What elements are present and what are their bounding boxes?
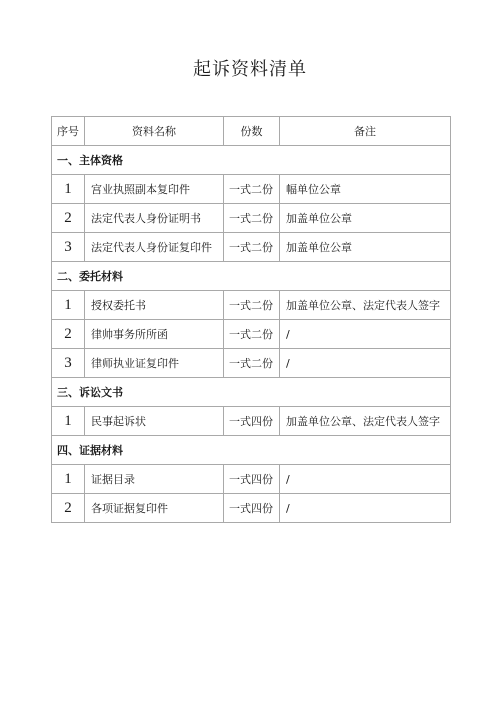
table-header-row [52,117,451,146]
table-row [52,175,451,204]
remark: 加盖单位公章、法定代表人签字 [280,407,451,436]
row-number: 3 [52,233,85,262]
material-name: 各项证据复印件 [85,494,224,523]
material-name: 证据目录 [85,465,224,494]
section-heading: 三、诉讼文书 [52,378,451,407]
row-number: 2 [52,494,85,523]
materials-table [51,116,451,523]
material-name: 律帅事务所所函 [85,320,224,349]
copies-count: 一式二份 [224,175,280,204]
row-number: 1 [52,175,85,204]
copies-count: 一式四份 [224,494,280,523]
table-row [52,204,451,233]
row-number: 1 [52,291,85,320]
material-name: 律师执业证复印件 [85,349,224,378]
header-no: 序号 [52,117,85,146]
copies-count: 一式二份 [224,233,280,262]
section-heading: 二、委托材料 [52,262,451,291]
row-number: 2 [52,320,85,349]
material-name: 授权委托书 [85,291,224,320]
remark: / [280,349,451,378]
section-row [52,146,451,175]
header-name: 资料名称 [85,117,224,146]
table-row [52,320,451,349]
copies-count: 一式二份 [224,204,280,233]
row-number: 3 [52,349,85,378]
section-row [52,378,451,407]
material-name: 宫业执照副本复印件 [85,175,224,204]
section-heading: 一、主体资格 [52,146,451,175]
remark: / [280,465,451,494]
row-number: 1 [52,407,85,436]
remark: 幅单位公章 [280,175,451,204]
copies-count: 一式四份 [224,407,280,436]
material-name: 法定代表人身份证明书 [85,204,224,233]
material-name: 法定代表人身份证复印件 [85,233,224,262]
document-title: 起诉资料清单 [193,59,307,80]
table-row [52,291,451,320]
copies-count: 一式二份 [224,349,280,378]
remark: 加盖单位公章 [280,233,451,262]
row-number: 1 [52,465,85,494]
table-row [52,494,451,523]
remark: 加盖单位公章 [280,204,451,233]
remark: / [280,320,451,349]
copies-count: 一式二份 [224,291,280,320]
material-name: 民事起诉状 [85,407,224,436]
remark: 加盖单位公章、法定代表人签字 [280,291,451,320]
header-note: 备注 [280,117,451,146]
table-row [52,407,451,436]
section-row [52,262,451,291]
copies-count: 一式四份 [224,465,280,494]
section-heading: 四、证据材料 [52,436,451,465]
row-number: 2 [52,204,85,233]
table-row [52,349,451,378]
remark: / [280,494,451,523]
header-copies: 份数 [224,117,280,146]
table-row [52,465,451,494]
copies-count: 一式二份 [224,320,280,349]
section-row [52,436,451,465]
table-row [52,233,451,262]
